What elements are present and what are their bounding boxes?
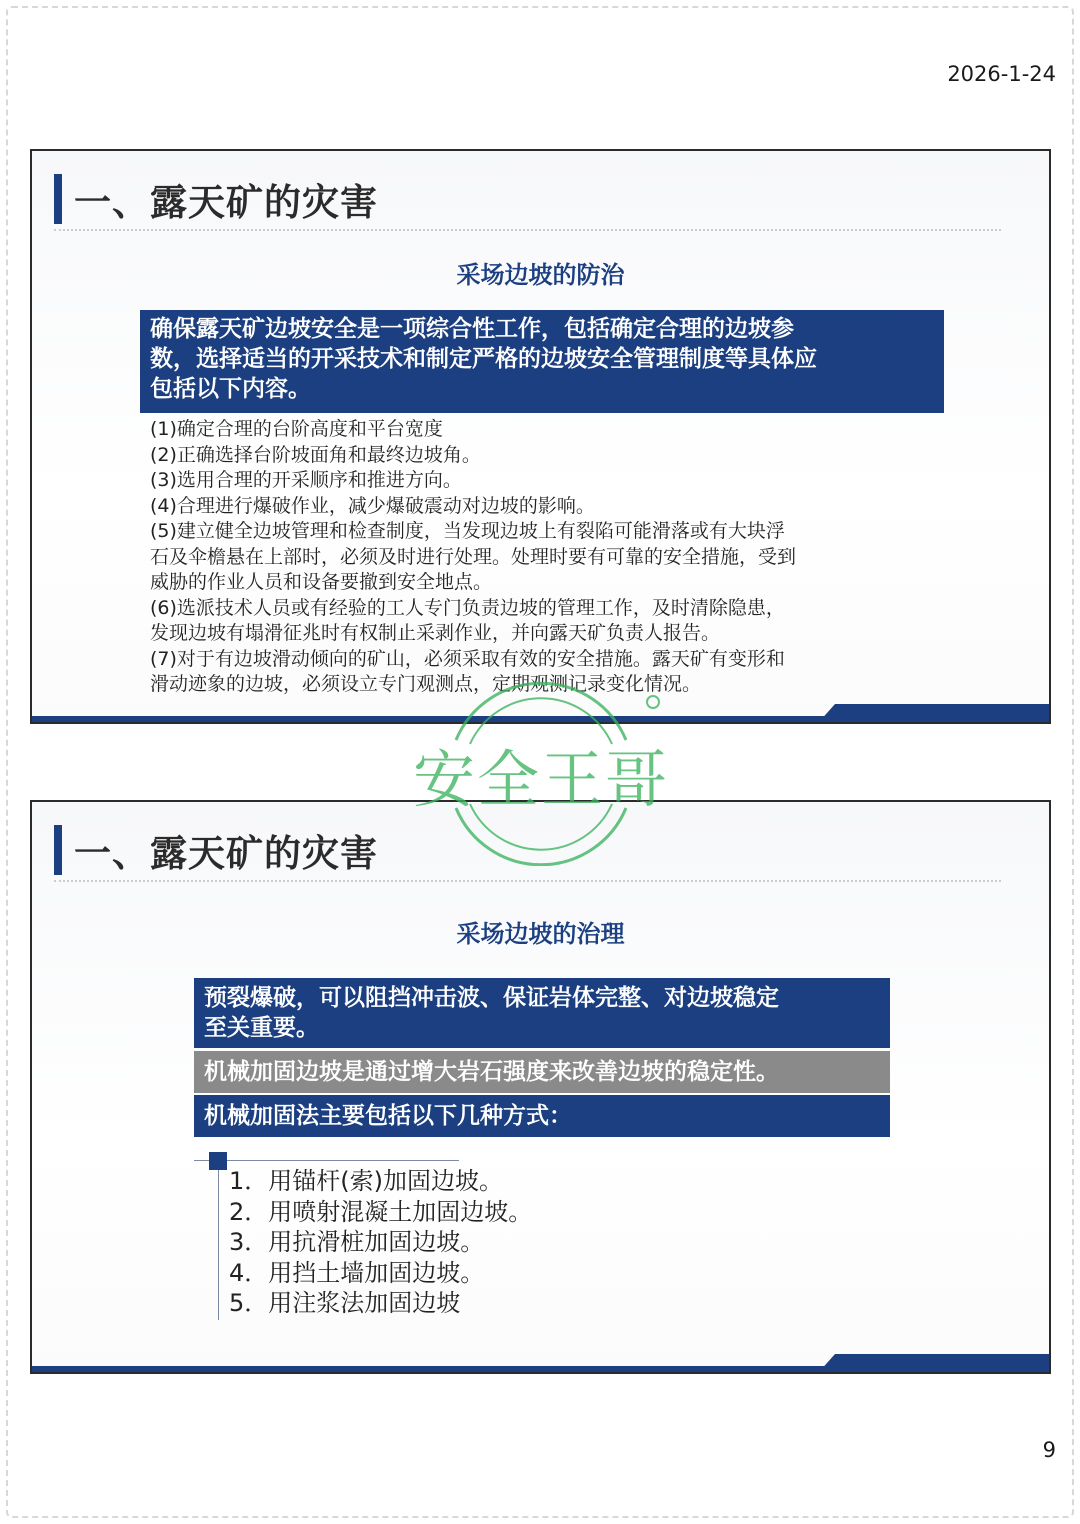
title-accent-bar	[54, 825, 62, 875]
slide-header	[54, 824, 378, 876]
slide-subtitle: 采场边坡的防治	[456, 261, 625, 289]
reinforcement-methods-list	[229, 1166, 532, 1319]
box-line: 预裂爆破，可以阻挡冲击波、保证岩体完整、对边坡稳定	[204, 985, 779, 1011]
list-item: (1)确定合理的台阶高度和平台宽度	[150, 418, 443, 440]
list-item: (6)选派技术人员或有经验的工人专门负责边坡的管理工作，及时清除隐患，	[150, 596, 785, 619]
slide-title: 一、露天矿的灾害	[74, 180, 378, 224]
footer-accent	[819, 1354, 1049, 1372]
header-divider	[54, 229, 1001, 231]
frame-line	[218, 1160, 219, 1320]
list-item: (3)选用合理的开采顺序和推进方向。	[150, 469, 462, 491]
document-date: 2026-1-24	[947, 62, 1056, 86]
list-item: 滑动迹象的边坡，必须设立专门观测点，定期观测记录变化情况。	[150, 673, 702, 695]
watermark-text: 安全王哥	[412, 743, 669, 816]
list-item: 3．用抗滑桩加固边坡。	[229, 1228, 485, 1257]
footer-accent	[819, 704, 1049, 722]
intro-highlight-box	[140, 310, 944, 413]
intro-line: 确保露天矿边坡安全是一项综合性工作，包括确定合理的边坡参	[150, 316, 794, 342]
bullet-square	[209, 1152, 227, 1170]
list-item: (4)合理进行爆破作业，减少爆破震动对边坡的影响。	[150, 494, 595, 517]
intro-line: 包括以下内容。	[150, 376, 311, 402]
intro-line: 数，选择适当的开采技术和制定严格的边坡安全管理制度等具体应	[150, 346, 817, 372]
list-item: 4．用挡土墙加固边坡。	[229, 1258, 485, 1287]
slide-header	[54, 173, 378, 225]
list-item: 2．用喷射混凝土加固边坡。	[229, 1197, 533, 1226]
slide-treatment	[30, 800, 1051, 1374]
list-item: 5．用注浆法加固边坡	[229, 1289, 461, 1318]
page-number: 9	[1042, 1438, 1056, 1462]
list-item: (7)对于有边坡滑动倾向的矿山，必须采取有效的安全措施。露天矿有变形和	[150, 647, 785, 670]
slide-prevention	[30, 149, 1051, 724]
box-line: 至关重要。	[204, 1015, 319, 1041]
slide-subtitle: 采场边坡的治理	[456, 920, 625, 948]
list-item: 石及伞檐悬在上部时，必须及时进行处理。处理时要有可靠的安全措施，受到	[150, 545, 797, 568]
header-divider	[54, 880, 1001, 882]
list-item: 1．用锚杆(索)加固边坡。	[229, 1167, 503, 1195]
frame-line	[194, 1160, 459, 1161]
list-item: (2)正确选择台阶坡面角和最终边坡角。	[150, 443, 481, 466]
methods-heading-box: 机械加固法主要包括以下几种方式：	[194, 1095, 890, 1137]
slide-title: 一、露天矿的灾害	[74, 831, 378, 875]
mechanical-reinforcement-box: 机械加固边坡是通过增大岩石强度来改善边坡的稳定性。	[194, 1051, 890, 1093]
list-item: 威胁的作业人员和设备要撤到安全地点。	[150, 571, 493, 593]
presplit-blasting-box	[194, 978, 890, 1048]
prevention-measures-list	[150, 417, 950, 698]
title-accent-bar	[54, 174, 62, 224]
list-item: 发现边坡有塌滑征兆时有权制止采剥作业，并向露天矿负责人报告。	[150, 622, 721, 644]
list-item: (5)建立健全边坡管理和检查制度，当发现边坡上有裂陷可能滑落或有大块浮	[150, 520, 785, 542]
